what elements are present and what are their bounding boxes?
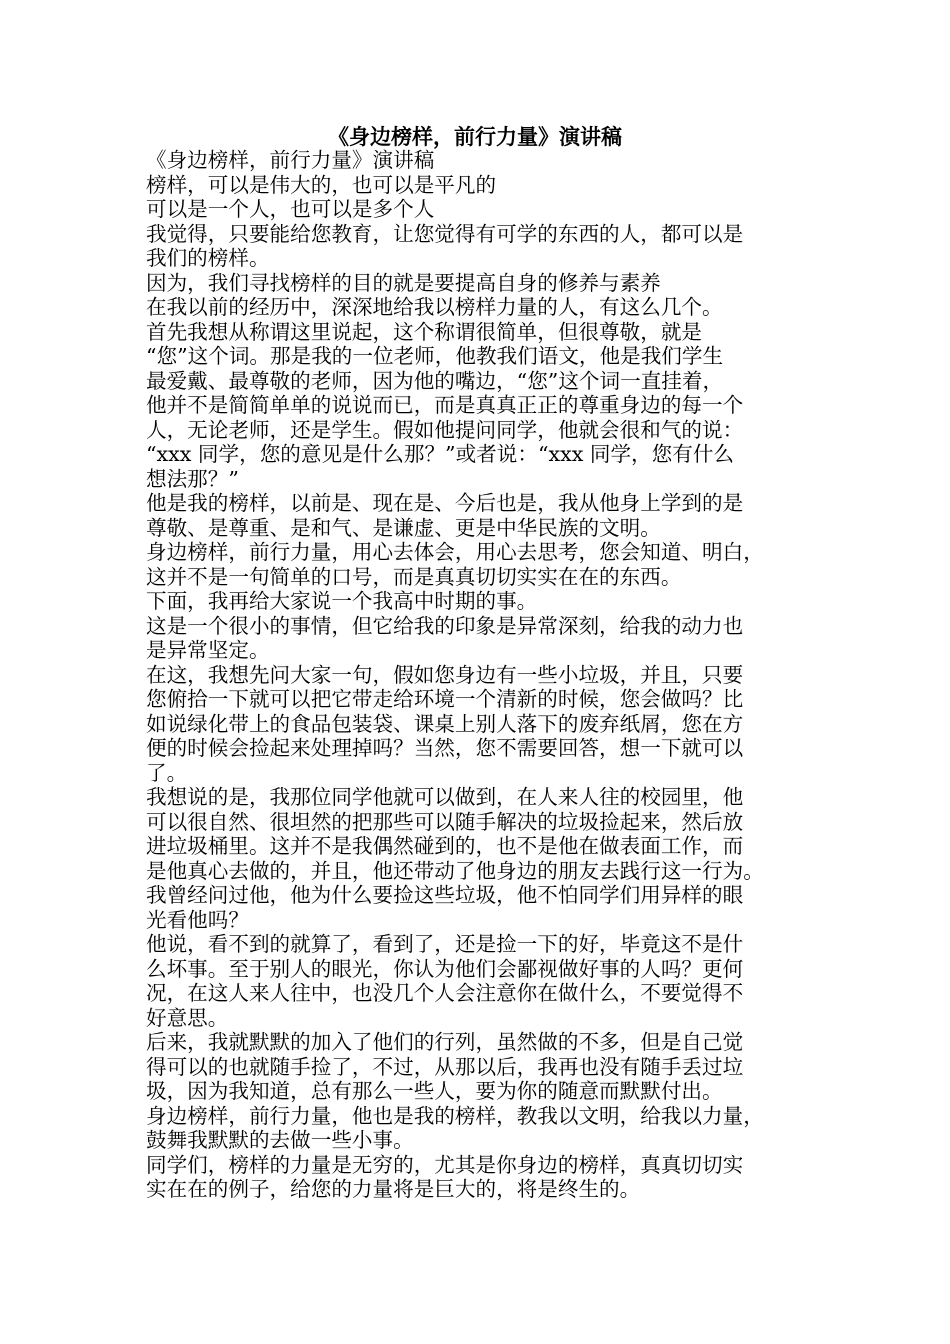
text-line: 鼓舞我默默的去做一些小事。	[146, 1128, 414, 1152]
text-line: 可以是一个人，也可以是多个人	[146, 197, 435, 221]
text-line: 后来，我就默默的加入了他们的行列，虽然做的不多，但是自己觉	[146, 1030, 744, 1054]
text-line: 在这，我想先问大家一句，假如您身边有一些小垃圾，并且，只要	[146, 662, 744, 687]
text-line: 《身边榜样，前行力量》演讲稿	[146, 148, 435, 172]
text-line: 如说绿化带上的食品包装袋、课桌上别人落下的废弃纸屑，您在方	[146, 711, 744, 736]
text-line: 我觉得，只要能给您教育，让您觉得有可学的东西的人，都可以是	[146, 221, 744, 246]
text-line: 最爱戴、最尊敬的老师，因为他的嘴边，“您”这个词一直挂着，	[146, 368, 724, 393]
text-line: 我们的榜样。	[146, 246, 270, 270]
text-line: 同学们，榜样的力量是无穷的，尤其是你身边的榜样，真真切切实	[146, 1152, 744, 1177]
text-line: 您俯拾一下就可以把它带走给环境一个清新的时候，您会做吗？比	[146, 687, 744, 711]
text-line: “xxx 同学，您的意见是什么那？”或者说：“xxx 同学，您有什么	[146, 442, 735, 466]
text-line: 我曾经问过他，他为什么要捡这些垃圾，他不怕同学们用异样的眼	[146, 883, 744, 907]
text-line: 想法那？”	[146, 466, 239, 491]
text-line: 在我以前的经历中，深深地给我以榜样力量的人，有这么几个。	[146, 295, 723, 319]
text-line: 因为，我们寻找榜样的目的就是要提高自身的修养与素养	[146, 270, 661, 295]
document-body	[146, 148, 826, 1202]
text-line: 这并不是一句简单的口号，而是真真切切实实在在的东西。	[146, 564, 682, 589]
text-line: 么坏事。至于别人的眼光，你认为他们会鄙视做好事的人吗？更何	[146, 956, 744, 981]
text-line: 况，在这人来人往中，也没几个人会注意你在做什么，不要觉得不	[146, 981, 744, 1005]
text-line: 光看他吗？	[146, 907, 249, 932]
text-line: 他是我的榜样，以前是、现在是、今后也是，我从他身上学到的是	[146, 491, 744, 515]
text-line: 进垃圾桶里。这并不是我偶然碰到的，也不是他在做表面工作，而	[146, 834, 744, 858]
text-line: 了。	[146, 760, 188, 785]
text-line: 他并不是简简单单的说说而已，而是真真正正的尊重身边的每一个	[146, 393, 744, 417]
text-line: 好意思。	[146, 1005, 229, 1030]
text-line: 可以很自然、很坦然的把那些可以随手解决的垃圾捡起来，然后放	[146, 809, 744, 834]
text-line: 圾，因为我知道，总有那么一些人，要为你的随意而默默付出。	[146, 1079, 723, 1103]
text-line: 得可以的也就随手捡了，不过，从那以后，我再也没有随手丢过垃	[146, 1054, 744, 1079]
text-line: 这是一个很小的事情，但它给我的印象是异常深刻，给我的动力也	[146, 613, 744, 638]
text-line: 实在在的例子，给您的力量将是巨大的，将是终生的。	[146, 1177, 641, 1201]
text-line: 人，无论老师，还是学生。假如他提问同学，他就会很和气的说：	[146, 417, 744, 442]
text-line: 尊敬、是尊重、是和气、是谦虚、更是中华民族的文明。	[146, 515, 661, 540]
text-line: 他说，看不到的就算了，看到了，还是捡一下的好，毕竟这不是什	[146, 932, 744, 956]
text-line: 是异常坚定。	[146, 638, 270, 662]
text-line: 首先我想从称谓这里说起，这个称谓很简单，但很尊敬，就是	[146, 319, 703, 344]
text-line: 我想说的是，我那位同学他就可以做到，在人来人往的校园里，他	[146, 785, 744, 809]
text-line: 榜样，可以是伟大的，也可以是平凡的	[146, 172, 497, 197]
text-line: 身边榜样，前行力量，用心去体会，用心去思考，您会知道、明白，	[146, 540, 764, 564]
document-title: 《身边榜样，前行力量》演讲稿	[328, 124, 622, 149]
text-line: 下面，我再给大家说一个我高中时期的事。	[146, 589, 538, 613]
text-line: 身边榜样，前行力量，他也是我的榜样，教我以文明，给我以力量，	[146, 1103, 764, 1128]
text-line: 便的时候会捡起来处理掉吗？当然，您不需要回答，想一下就可以	[146, 736, 744, 760]
text-line: 是他真心去做的，并且，他还带动了他身边的朋友去践行这一行为。	[146, 858, 764, 883]
text-line: “您”这个词。那是我的一位老师，他教我们语文，他是我们学生	[146, 344, 724, 368]
